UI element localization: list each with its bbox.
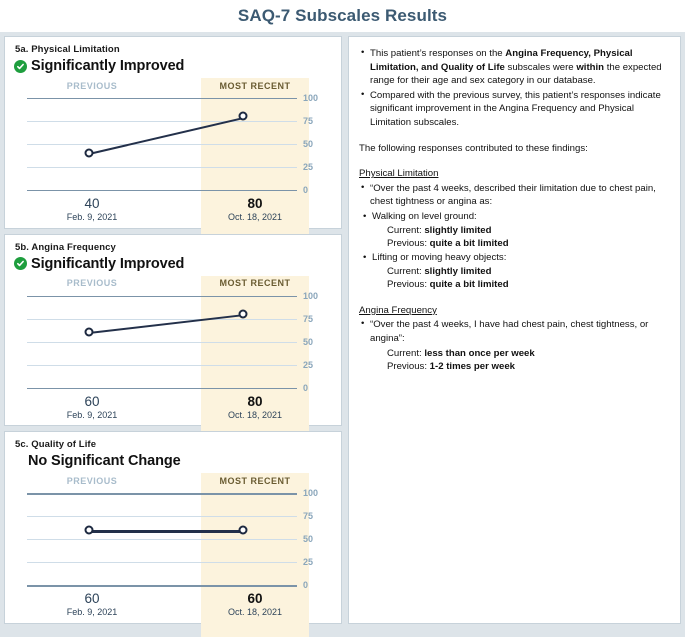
- previous-value: 60: [84, 393, 100, 409]
- previous-label: Previous:: [387, 279, 430, 291]
- physical-limitation-bullets: [359, 182, 668, 209]
- charts-column: [4, 36, 342, 624]
- trend-line: [89, 315, 243, 335]
- ytick-75: 75: [303, 116, 314, 126]
- x-axis-values: [27, 196, 297, 226]
- x-cell-previous: [27, 394, 157, 421]
- recent-date: Oct. 18, 2021: [227, 212, 283, 222]
- previous-date: Feb. 9, 2021: [66, 409, 118, 420]
- gridline-0: [27, 388, 297, 389]
- x-axis-values: [27, 394, 297, 424]
- gridline-0: [27, 585, 297, 586]
- previous-value: quite a bit limited: [429, 279, 509, 291]
- previous-label: Previous:: [387, 361, 430, 373]
- af-question: • “Over the past 4 weeks, I have had chest pain, chest tightness, or angina”:: [370, 318, 668, 345]
- column-header-previous: PREVIOUS: [66, 278, 118, 289]
- pl-item-lifting: • Lifting or moving heavy objects:: [372, 251, 668, 265]
- current-label: Current:: [387, 347, 425, 359]
- panel-sub-label: 5a. Physical Limitation: [15, 44, 120, 55]
- plot-area: [27, 488, 319, 591]
- gridline-0: [27, 190, 297, 191]
- ytick-25: 25: [303, 557, 314, 568]
- angina-frequency-bullets: [359, 318, 668, 345]
- trend-line: [89, 530, 243, 532]
- ytick-50: 50: [303, 534, 314, 545]
- data-point-previous: [85, 526, 94, 535]
- panel-status-row: [14, 254, 333, 274]
- plot-area: [27, 93, 319, 195]
- gridline-100: [27, 98, 297, 99]
- gridline-50: [27, 342, 297, 343]
- panel-status-row: [14, 451, 333, 471]
- previous-date: Feb. 9, 2021: [66, 607, 118, 618]
- pl-lifting-current: [387, 265, 668, 279]
- summary-bullets: [359, 47, 668, 130]
- panel-status-text: Significantly Improved: [31, 255, 185, 272]
- current-label: Current:: [387, 224, 425, 236]
- current-value: slightly limited: [424, 265, 492, 277]
- panel-status-text: Significantly Improved: [31, 58, 185, 74]
- column-header-previous: PREVIOUS: [66, 475, 118, 486]
- data-point-recent: [239, 112, 248, 121]
- recent-date: Oct. 18, 2021: [227, 409, 283, 420]
- previous-value: quite a bit limited: [429, 238, 509, 250]
- gridline-50: [27, 144, 297, 145]
- gridline-25: [27, 365, 297, 366]
- bullet1-within: within: [576, 61, 605, 73]
- gridline-50: [27, 539, 297, 540]
- column-header-most-recent: MOST RECENT: [219, 278, 291, 289]
- pl-subitems: [359, 210, 668, 224]
- ytick-75: 75: [303, 511, 314, 522]
- bullet1-part-a: This patient’s responses on the: [370, 48, 506, 59]
- gridline-25: [27, 562, 297, 563]
- report-frame: [0, 32, 685, 630]
- panel-sub-label: 5c. Quality of Life: [15, 439, 97, 451]
- current-label: Current:: [387, 265, 425, 277]
- ytick-0: 0: [303, 580, 309, 591]
- pl-walking-current: [387, 224, 668, 238]
- chart-quality-of-life: [13, 473, 333, 618]
- panel-sub-label: 5b. Angina Frequency: [15, 241, 116, 253]
- pl-question: • “Over the past 4 weeks, described their limitation due to chest pain, chest tightness or angina as:: [370, 182, 668, 209]
- panel-quality-of-life: [4, 431, 342, 624]
- column-header-most-recent: MOST RECENT: [219, 80, 291, 91]
- recent-value: 80: [247, 196, 263, 211]
- trend-line: [89, 117, 244, 155]
- data-point-previous: [85, 328, 94, 337]
- ytick-100: 100: [303, 290, 319, 301]
- previous-date: Feb. 9, 2021: [66, 212, 118, 222]
- ytick-100: 100: [303, 93, 319, 103]
- spacer: [359, 131, 668, 142]
- af-current: [387, 347, 668, 361]
- gridline-75: [27, 516, 297, 517]
- pl-subitems-2: [359, 251, 668, 265]
- bullet1-part-e: the expected range for their age and sex category in our database.: [370, 61, 662, 87]
- previous-value: 40: [84, 196, 100, 211]
- gridline-100: [27, 296, 297, 297]
- panel-physical-limitation: [4, 36, 342, 229]
- column-header-previous: PREVIOUS: [66, 80, 118, 91]
- x-cell-previous: [27, 196, 157, 223]
- ytick-75: 75: [303, 313, 314, 324]
- previous-value: 60: [84, 591, 100, 607]
- recent-value: 80: [247, 393, 263, 409]
- previous-label: Previous:: [387, 238, 430, 250]
- ytick-0: 0: [303, 185, 309, 195]
- recent-value: 60: [247, 591, 263, 607]
- pl-lifting-previous: [387, 278, 668, 292]
- findings-text: [349, 37, 680, 374]
- gridline-75: [27, 319, 297, 320]
- x-cell-recent: [201, 196, 309, 223]
- pl-walking-previous: [387, 237, 668, 251]
- section-head-angina-frequency: Angina Frequency: [359, 304, 437, 316]
- ytick-25: 25: [303, 359, 314, 370]
- recent-date: Oct. 18, 2021: [227, 607, 283, 618]
- pl-item-walking: • Walking on level ground:: [372, 210, 668, 224]
- data-point-recent: [239, 526, 248, 535]
- chart-angina-frequency: [13, 276, 333, 420]
- ytick-0: 0: [303, 382, 309, 393]
- chart-physical-limitation: [13, 78, 333, 222]
- bullet1-part-c: subscales were: [504, 61, 577, 73]
- bullet1-subscales: Angina Frequency, Physical Limitation, and Quality of Life: [370, 48, 633, 73]
- x-cell-recent: [201, 591, 309, 618]
- panel-angina-frequency: [4, 234, 342, 427]
- data-point-recent: [239, 310, 248, 319]
- af-previous: [387, 360, 668, 374]
- gridline-25: [27, 167, 297, 168]
- check-circle-icon: [14, 257, 27, 270]
- data-point-previous: [85, 149, 94, 158]
- findings-column: [348, 36, 681, 624]
- section-head-physical-limitation: Physical Limitation: [359, 168, 439, 180]
- summary-bullet-2: • Compared with the previous survey, this patient’s responses indicate significant improvement in the Angina Frequency and Physical Limitation subscales.: [370, 89, 668, 130]
- current-value: slightly limited: [424, 224, 492, 236]
- gridline-100: [27, 493, 297, 494]
- lead-text: The following responses contributed to these findings:: [359, 142, 588, 154]
- column-header-most-recent: MOST RECENT: [219, 475, 291, 486]
- ytick-100: 100: [303, 488, 319, 499]
- check-circle-icon: [14, 60, 27, 73]
- ytick-50: 50: [303, 336, 314, 347]
- ytick-50: 50: [303, 139, 314, 149]
- summary-bullet-1: [370, 47, 668, 88]
- plot-area: [27, 290, 319, 393]
- previous-value: 1-2 times per week: [429, 361, 515, 373]
- panel-status-text: No Significant Change: [28, 453, 181, 470]
- x-cell-previous: [27, 591, 157, 618]
- gridline-75: [27, 121, 297, 122]
- title-bar: [0, 0, 685, 32]
- current-value: less than once per week: [424, 347, 535, 359]
- ytick-25: 25: [303, 162, 314, 172]
- x-cell-recent: [201, 394, 309, 421]
- page-title: SAQ-7 Subscales Results: [237, 6, 448, 25]
- x-axis-values: [27, 591, 297, 621]
- panel-status-row: [14, 56, 333, 76]
